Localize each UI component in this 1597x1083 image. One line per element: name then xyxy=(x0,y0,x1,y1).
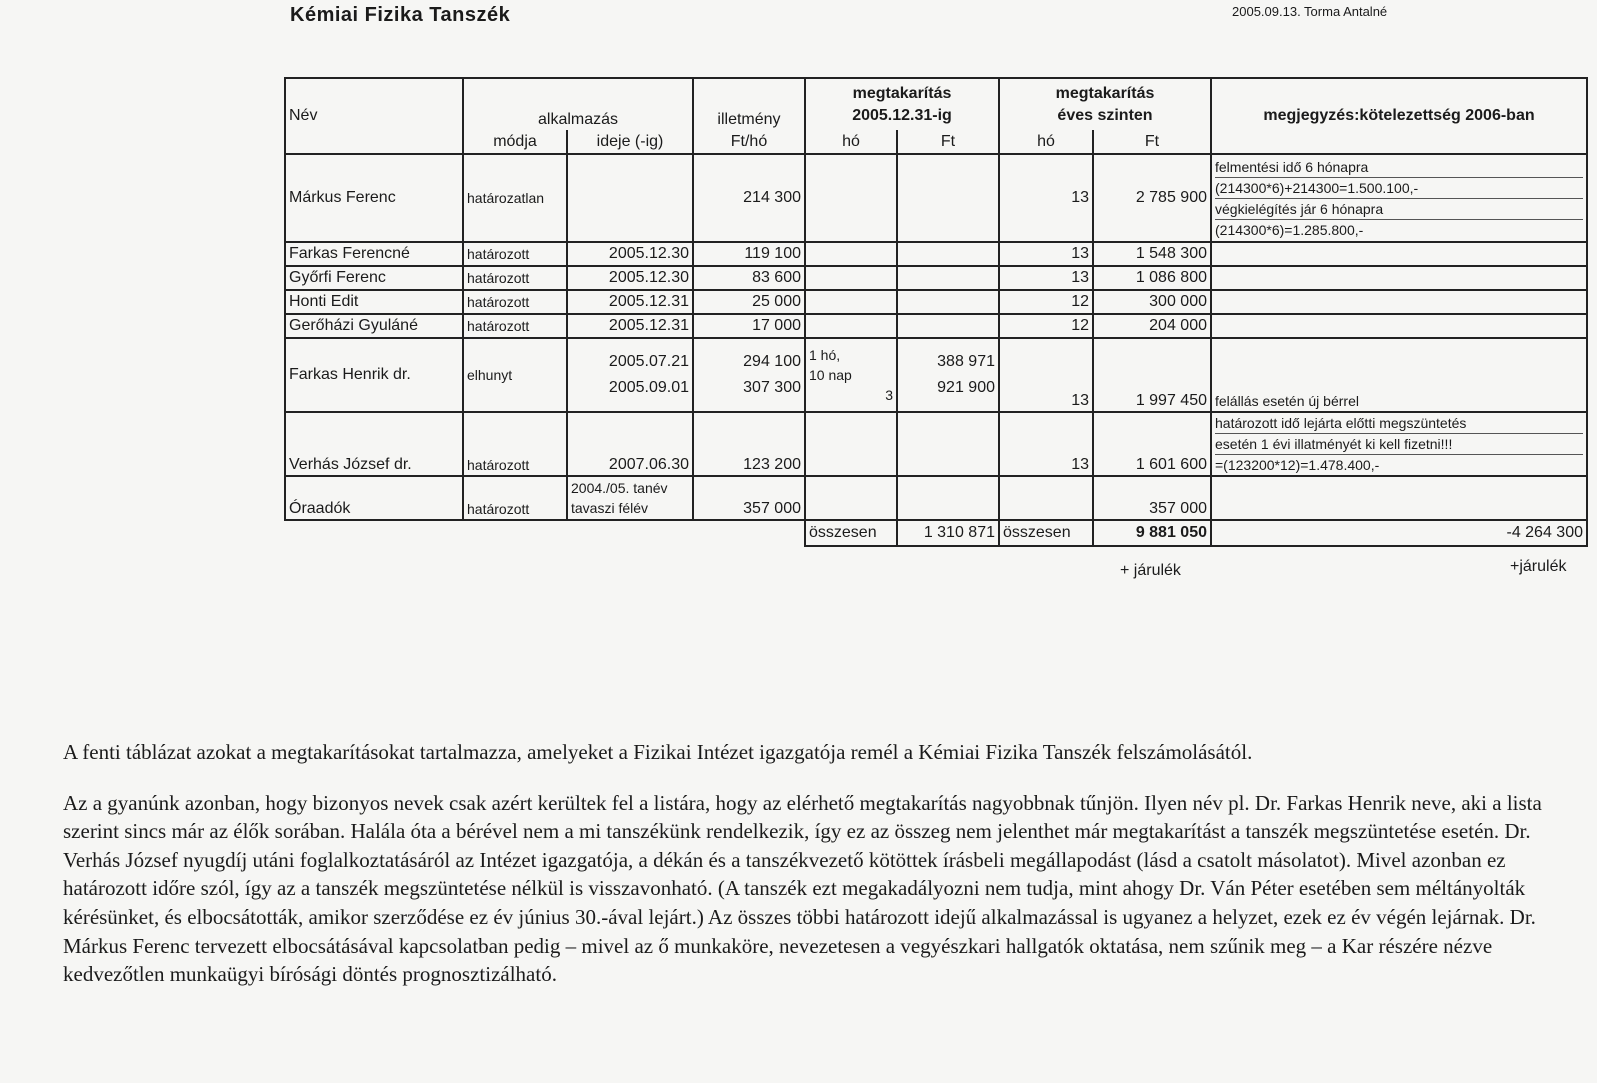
table-row xyxy=(285,242,1587,266)
cell-amount: 1 997 450 xyxy=(1093,338,1211,412)
cell-salary: 357 000 xyxy=(693,476,805,520)
header-month-1: hó xyxy=(805,130,897,154)
header-mode: módja xyxy=(463,130,567,154)
cell-months: 13 xyxy=(999,266,1093,290)
cell-date: 2007.06.30 xyxy=(567,412,693,476)
cell-mode: határozott xyxy=(463,314,567,338)
cell-months: 13 xyxy=(999,412,1093,476)
cell-salary: 25 000 xyxy=(693,290,805,314)
cell-name: Farkas Henrik dr. xyxy=(285,338,463,412)
cell-salary: 214 300 xyxy=(693,154,805,242)
header-salary: illetmény xyxy=(693,78,805,130)
cell-months: 12 xyxy=(999,290,1093,314)
total-obligation: -4 264 300 xyxy=(1211,520,1587,546)
total-savings-yearly: 9 881 050 xyxy=(1093,520,1211,546)
department-title: Kémiai Fizika Tanszék xyxy=(290,4,511,26)
cell-mode: határozott xyxy=(463,412,567,476)
cell-salary: 294 100 307 300 xyxy=(693,338,805,412)
cell-salary: 123 200 xyxy=(693,412,805,476)
cell-mode: határozott xyxy=(463,266,567,290)
cell-months: 12 xyxy=(999,314,1093,338)
cell-date: 2005.12.30 xyxy=(567,266,693,290)
cell-name: Honti Edit xyxy=(285,290,463,314)
table-row xyxy=(285,412,1587,476)
paragraph: Az a gyanúnk azonban, hogy bizonyos nevek csak azért kerültek fel a listára, hogy az elérhető megtakarítás nagyobbnak tűnjön. Ilyen név pl. Dr. Farkas Henrik neve, aki a lista szerint sincs már az élők sorában. Halála óta a bérével nem a mi tanszékünk rendelkezik, így ez az összeg nem jelenthet már megtakarítást a tanszék megszüntetése esetén. Dr. Verhás József nyugdíj utáni foglalkoztatásáról az Intézet igazgatója, a dékán és a tanszékvezető kötöttek írásbeli megállapodást (lásd a csatolt másolatot). Mivel azonban ez határozott időre szól, így az a tanszék megszüntetése nélkül is visszavonható. (A tanszék ezt megakadályozni nem tudja, mint ahogy Dr. Ván Péter esetében sem méltányolták kérésünket, és elbocsátották, amikor szerződése ez év június 30.-ával lejárt.) Az összes többi határozott idejű alkalmazással is ugyanez a helyzet, ezek ez év végén lejárnak. Dr. Márkus Ferenc tervezett elbocsátásával kapcsolatban pedig – mivel az ő munkaköre, nevezetesen a vegyészkari hallgatók oktatása, nem szűnik meg – a Kar részére nézve kedvezőtlen munkaügyi bírósági döntés prognosztizálható. xyxy=(63,790,1542,987)
cell-date: 2005.12.31 xyxy=(567,290,693,314)
header-month-2: hó xyxy=(999,130,1093,154)
cell-name: Márkus Ferenc xyxy=(285,154,463,242)
cell-date: 2005.12.31 xyxy=(567,314,693,338)
cell-date: 2005.12.30 xyxy=(567,242,693,266)
body-text xyxy=(63,738,1563,1011)
cell-amount: 1 601 600 xyxy=(1093,412,1211,476)
header-savings-yearly: megtakarítás éves szinten xyxy=(999,78,1211,130)
table-row xyxy=(285,476,1587,520)
header-ft-2: Ft xyxy=(1093,130,1211,154)
cell-date: 2004./05. tanév tavaszi félév xyxy=(567,476,693,520)
table-row xyxy=(285,154,1587,242)
header-remarks: megjegyzés:kötelezettség 2006-ban xyxy=(1211,78,1587,154)
total-label-2: összesen xyxy=(999,520,1093,546)
cell-date: 2005.07.21 2005.09.01 xyxy=(567,338,693,412)
total-savings-2005: 1 310 871 xyxy=(897,520,999,546)
cell-mode: határozott xyxy=(463,290,567,314)
cell-salary: 17 000 xyxy=(693,314,805,338)
cell-name: Verhás József dr. xyxy=(285,412,463,476)
contribution-note-2: +járulék xyxy=(1510,558,1567,575)
cell-name: Győrfi Ferenc xyxy=(285,266,463,290)
cell-remark: felmentési idő 6 hónapra (214300*6)+214300=1.500.100,- végkielégítés jár 6 hónapra (214300*6)=1.285.800,- xyxy=(1211,154,1587,242)
cell-salary: 119 100 xyxy=(693,242,805,266)
header-employment: alkalmazás xyxy=(463,78,693,130)
header-name: Név xyxy=(285,78,463,154)
cell-amount: 2 785 900 xyxy=(1093,154,1211,242)
cell-months: 13 xyxy=(999,338,1093,412)
cell-mode: határozott xyxy=(463,476,567,520)
header-savings-2005: megtakarítás 2005.12.31-ig xyxy=(805,78,999,130)
cell-salary: 83 600 xyxy=(693,266,805,290)
totals-row xyxy=(285,520,1587,546)
table-row xyxy=(285,314,1587,338)
cell-mode: határozott xyxy=(463,242,567,266)
cell-amount: 204 000 xyxy=(1093,314,1211,338)
cell-months: 1 hó, 10 nap 3 xyxy=(805,338,897,412)
cell-name: Gerőházi Gyuláné xyxy=(285,314,463,338)
header-until: ideje (-ig) xyxy=(567,130,693,154)
header-ft-1: Ft xyxy=(897,130,999,154)
cell-amount: 388 971 921 900 xyxy=(897,338,999,412)
cell-months: 13 xyxy=(999,154,1093,242)
paragraph: A fenti táblázat azokat a megtakarításokat tartalmazza, amelyeket a Fizikai Intézet igazgatója remél a Kémiai Fizika Tanszék felszámolásától. xyxy=(63,740,1253,764)
cell-remark: felállás esetén új bérrel xyxy=(1211,338,1587,412)
cell-amount: 300 000 xyxy=(1093,290,1211,314)
total-label-1: összesen xyxy=(805,520,897,546)
cell-mode: határozatlan xyxy=(463,154,567,242)
table-row xyxy=(285,290,1587,314)
table-row xyxy=(285,338,1587,412)
header-ft-per-month: Ft/hó xyxy=(693,130,805,154)
cell-amount: 1 548 300 xyxy=(1093,242,1211,266)
cell-name: Óraadók xyxy=(285,476,463,520)
savings-table xyxy=(284,77,1588,547)
contribution-note-1: + járulék xyxy=(1120,562,1181,579)
cell-mode: elhunyt xyxy=(463,338,567,412)
cell-amount: 357 000 xyxy=(1093,476,1211,520)
date-author: 2005.09.13. Torma Antalné xyxy=(1232,4,1388,19)
table-row xyxy=(285,266,1587,290)
cell-name: Farkas Ferencné xyxy=(285,242,463,266)
cell-remark: határozott idő lejárta előtti megszüntetés esetén 1 évi illatményét ki kell fizetni!!! =(123200*12)=1.478.400,- xyxy=(1211,412,1587,476)
cell-months: 13 xyxy=(999,242,1093,266)
cell-amount: 1 086 800 xyxy=(1093,266,1211,290)
